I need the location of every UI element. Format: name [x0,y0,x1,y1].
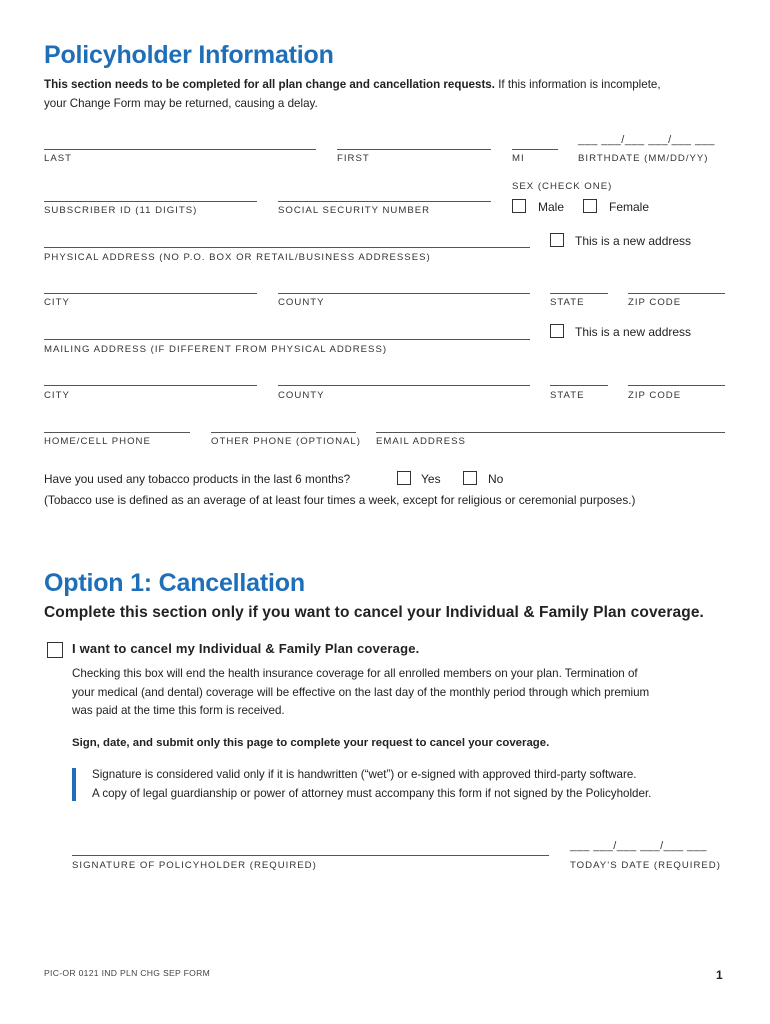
mailing-address-label: MAILING ADDRESS (IF DIFFERENT FROM PHYSICAL ADDRESS) [44,344,388,355]
zip-label-mailing: ZIP CODE [628,390,682,401]
birthdate-label: BIRTHDATE (MM/DD/YY) [578,153,709,164]
city-label-physical: CITY [44,297,70,308]
email-field[interactable] [376,432,725,433]
signature-note [92,766,742,803]
signature-field[interactable] [72,855,549,856]
cancel-coverage-checkbox[interactable] [47,642,63,658]
state-field-mailing[interactable] [550,385,608,386]
birthdate-field[interactable]: ___ ___/___ ___/___ ___ [578,134,715,146]
state-label-physical: STATE [550,297,585,308]
form-code: PIC-OR 0121 IND PLN CHG SEP FORM [44,968,211,978]
cancellation-instruction: Sign, date, and submit only this page to complete your request to cancel your coverage. [72,737,550,749]
tobacco-no-label: No [488,472,504,486]
county-field-physical[interactable] [278,293,530,294]
physical-address-field[interactable] [44,247,530,248]
cancel-coverage-label: I want to cancel my Individual & Family Plan coverage. [72,641,420,656]
subscriber-id-field[interactable] [44,201,257,202]
todays-date-label: TODAY’S DATE (REQUIRED) [570,860,721,871]
female-label: Female [609,200,650,214]
mailing-address-field[interactable] [44,339,530,340]
home-phone-label: HOME/CELL PHONE [44,436,151,447]
tobacco-question: Have you used any tobacco products in the last 6 months? [44,472,351,486]
zip-field-physical[interactable] [628,293,725,294]
description-line: your medical (and dental) coverage will be effective on the last day of the monthly period through which premium [72,685,650,699]
home-phone-field[interactable] [44,432,190,433]
ssn-field[interactable] [278,201,491,202]
tobacco-note: (Tobacco use is defined as an average of at least four times a week, except for religious or ceremonial purposes.) [44,493,636,507]
description-line: was paid at the time this form is received. [72,704,285,717]
signature-label: SIGNATURE OF POLICYHOLDER (REQUIRED) [72,860,317,871]
city-label-mailing: CITY [44,390,70,401]
note-line: A copy of legal guardianship or power of attorney must accompany this form if not signed by the Policyholder. [92,786,652,800]
city-field-mailing[interactable] [44,385,257,386]
ssn-label: SOCIAL SECURITY NUMBER [278,205,431,216]
intro-bold-text: This section needs to be completed for all plan change and cancellation requests. [44,78,495,91]
note-line: Signature is considered valid only if it is handwritten (“wet”) or e-signed with approved third-party software. [92,768,637,781]
female-checkbox[interactable] [583,199,597,213]
state-field-physical[interactable] [550,293,608,294]
intro-text-line2: your Change Form may be returned, causing a delay. [44,97,318,110]
sex-label: SEX (CHECK ONE) [512,181,613,192]
zip-label-physical: ZIP CODE [628,297,682,308]
new-address-checkbox-physical[interactable] [550,233,564,247]
first-name-label: FIRST [337,153,370,164]
male-label: Male [538,200,565,214]
description-line: Checking this box will end the health insurance coverage for all enrolled members on your plan. Termination of [72,667,638,680]
other-phone-label: OTHER PHONE (OPTIONAL) [211,436,361,447]
section-intro [44,75,744,113]
last-name-field[interactable] [44,149,316,150]
state-label-mailing: STATE [550,390,585,401]
new-address-label-mailing: This is a new address [575,325,692,339]
cancellation-subtitle: Complete this section only if you want to cancel your Individual & Family Plan coverage. [44,604,704,621]
page-number: 1 [716,968,723,982]
physical-address-label: PHYSICAL ADDRESS (NO P.O. BOX OR RETAIL/BUSINESS ADDRESSES) [44,252,431,263]
new-address-checkbox-mailing[interactable] [550,324,564,338]
note-accent-bar [72,768,76,801]
new-address-label-physical: This is a new address [575,234,692,248]
email-label: EMAIL ADDRESS [376,436,466,447]
tobacco-yes-label: Yes [421,472,441,486]
male-checkbox[interactable] [512,199,526,213]
todays-date-field[interactable]: ___ ___/___ ___/___ ___ [570,840,707,852]
tobacco-no-checkbox[interactable] [463,471,477,485]
tobacco-yes-checkbox[interactable] [397,471,411,485]
other-phone-field[interactable] [211,432,356,433]
county-field-mailing[interactable] [278,385,530,386]
middle-initial-field[interactable] [512,149,558,150]
middle-initial-label: MI [512,153,525,164]
zip-field-mailing[interactable] [628,385,725,386]
last-name-label: LAST [44,153,72,164]
county-label-physical: COUNTY [278,297,325,308]
cancellation-description [72,665,732,721]
subscriber-id-label: SUBSCRIBER ID (11 DIGITS) [44,205,198,216]
section-title-policyholder: Policyholder Information [44,41,334,69]
intro-text: If this information is incomplete, [494,78,661,91]
first-name-field[interactable] [337,149,491,150]
county-label-mailing: COUNTY [278,390,325,401]
section-title-cancellation: Option 1: Cancellation [44,569,305,597]
city-field-physical[interactable] [44,293,257,294]
